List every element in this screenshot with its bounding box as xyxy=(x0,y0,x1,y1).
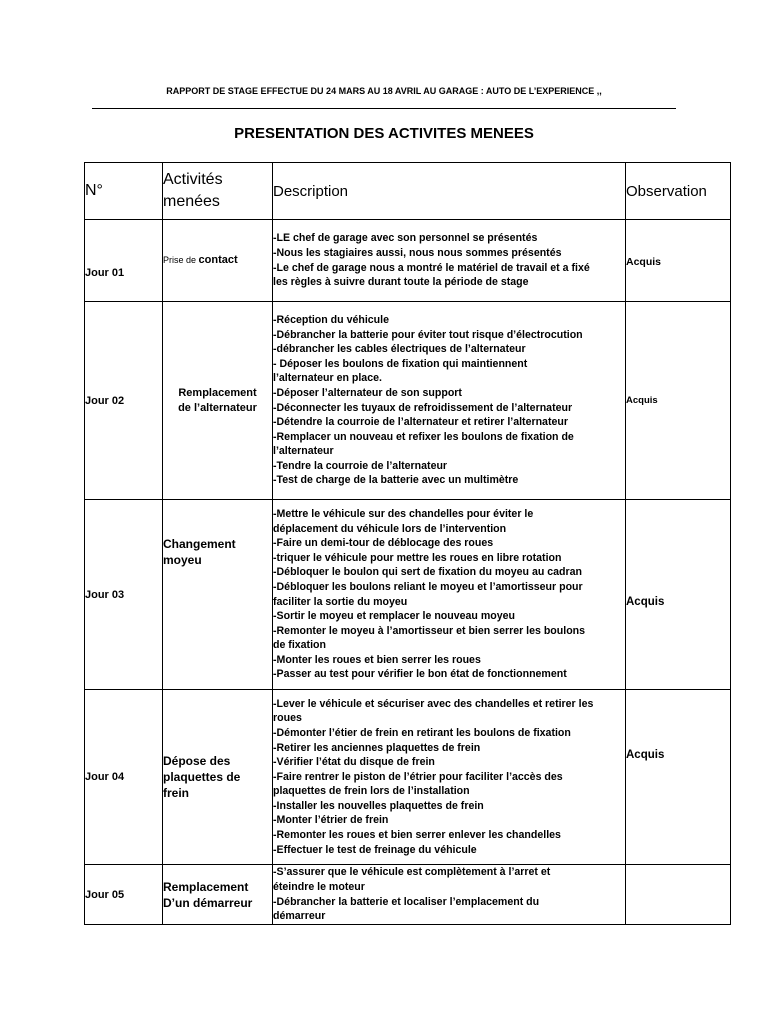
description-cell xyxy=(273,690,626,865)
description-line: -Tendre la courroie de l’alternateur xyxy=(273,459,448,472)
day-cell: Jour 01 xyxy=(85,220,163,302)
description-line: -Remonter le moyeu à l’amortisseur et bien serrer les boulons xyxy=(273,624,586,637)
description-line: -Monter les roues et bien serrer les roues xyxy=(273,653,481,666)
description-line: -Débrancher la batterie et localiser l’emplacement du xyxy=(273,895,540,908)
activity-line: D’un démarreur xyxy=(163,895,253,910)
column-header-description: Description xyxy=(273,163,626,220)
page-title: PRESENTATION DES ACTIVITES MENEES xyxy=(234,125,534,142)
description-line: -Débloquer le boulon qui sert de fixation du moyeu au cadran xyxy=(273,566,583,579)
day-cell: Jour 04 xyxy=(85,690,163,865)
table-row xyxy=(85,500,731,690)
description-line: -Remplacer un nouveau et refixer les boulons de fixation de xyxy=(273,430,574,443)
description-line: l’alternateur xyxy=(273,445,334,458)
activity-line: Remplacement xyxy=(178,386,257,399)
day-cell: Jour 05 xyxy=(85,865,163,925)
column-header-observation: Observation xyxy=(626,163,731,220)
description-line: de fixation xyxy=(273,639,326,652)
activity-cell xyxy=(163,690,273,865)
column-header-activity-line: menées xyxy=(163,193,220,210)
description-line: -Faire rentrer le piston de l’étrier pour faciliter l’accès des xyxy=(273,770,563,783)
description-line: -Le chef de garage nous a montré le matériel de travail et a fixé xyxy=(273,261,590,274)
description-line: -Débrancher la batterie pour éviter tout risque d’électrocution xyxy=(273,328,583,341)
description-cell xyxy=(273,865,626,925)
description-line: -LE chef de garage avec son personnel se présentés xyxy=(273,232,538,245)
description-line: éteindre le moteur xyxy=(273,880,365,893)
day-cell: Jour 02 xyxy=(85,302,163,500)
description-line: -S’assurer que le véhicule est complètement à l’arret et xyxy=(273,866,551,879)
column-header-activity-line: Activités xyxy=(163,171,223,188)
description-line: -Lever le véhicule et sécuriser avec des chandelles et retirer les xyxy=(273,697,594,710)
description-line: plaquettes de frein lors de l’installation xyxy=(273,785,470,798)
description-cell xyxy=(273,302,626,500)
table-row xyxy=(85,302,731,500)
activity-line: Remplacement xyxy=(163,879,249,894)
description-line: -Démonter l’étier de frein en retirant les boulons de fixation xyxy=(273,726,571,739)
header-divider xyxy=(92,108,676,109)
description-line: -Déconnecter les tuyaux de refroidissement de l’alternateur xyxy=(273,401,573,414)
description-line: -Réception du véhicule xyxy=(273,313,389,326)
description-line: -Retirer les anciennes plaquettes de frein xyxy=(273,741,481,754)
observation-cell: Acquis xyxy=(626,500,731,690)
activities-table xyxy=(84,162,731,925)
observation-cell: Acquis xyxy=(626,220,731,302)
description-line: déplacement du véhicule lors de l’intervention xyxy=(273,522,507,535)
activity-line: frein xyxy=(163,786,190,800)
description-line: -Faire un demi-tour de déblocage des roues xyxy=(273,537,494,550)
description-line: -Test de charge de la batterie avec un multimètre xyxy=(273,474,519,487)
table-header-row xyxy=(85,163,731,220)
description-line: -Débloquer les boulons reliant le moyeu et l’amortisseur pour xyxy=(273,580,583,593)
table-row xyxy=(85,690,731,865)
description-line: -Détendre la courroie de l’alternateur et retirer l’alternateur xyxy=(273,416,568,429)
description-line: l’alternateur en place. xyxy=(273,372,382,385)
description-line: les règles à suivre durant toute la période de stage xyxy=(273,276,529,289)
description-line: -débrancher les cables électriques de l’alternateur xyxy=(273,343,526,356)
table-row xyxy=(85,865,731,925)
description-line: -Sortir le moyeu et remplacer le nouveau moyeu xyxy=(273,610,515,623)
activity-line: moyeu xyxy=(163,553,202,567)
description-line: démarreur xyxy=(273,910,326,923)
observation-cell: Acquis xyxy=(626,302,731,500)
activity-line: de l’alternateur xyxy=(178,401,257,414)
description-line: -triquer le véhicule pour mettre les roues en libre rotation xyxy=(273,551,562,564)
activity-cell xyxy=(163,302,273,500)
description-line: -Installer les nouvelles plaquettes de frein xyxy=(273,799,484,812)
activity-cell xyxy=(163,865,273,925)
description-line: -Effectuer le test de freinage du véhicule xyxy=(273,843,477,856)
activity-prefix: Prise de xyxy=(163,255,199,265)
observation-cell xyxy=(626,865,731,925)
description-line: -Déposer l’alternateur de son support xyxy=(273,386,462,399)
description-line: -Vérifier l’état du disque de frein xyxy=(273,756,435,769)
description-line: -Passer au test pour vérifier le bon état de fonctionnement xyxy=(273,668,567,681)
description-line: -Monter l’étrier de frein xyxy=(273,814,389,827)
report-header: RAPPORT DE STAGE EFFECTUE DU 24 MARS AU 18 AVRIL AU GARAGE : AUTO DE L’EXPERIENCE ,, xyxy=(166,86,602,96)
observation-cell: Acquis xyxy=(626,690,731,865)
column-header-number: N° xyxy=(85,163,163,220)
description-line: -Mettre le véhicule sur des chandelles pour éviter le xyxy=(273,507,534,520)
activity-line: plaquettes de xyxy=(163,770,241,784)
description-line: -Nous les stagiaires aussi, nous nous sommes présentés xyxy=(273,246,562,259)
table-row xyxy=(85,220,731,302)
description-cell xyxy=(273,220,626,302)
description-line: roues xyxy=(273,712,302,725)
activity-cell xyxy=(163,500,273,690)
description-line: -Remonter les roues et bien serrer enlever les chandelles xyxy=(273,829,561,842)
activity-line: Changement xyxy=(163,537,236,551)
description-line: - Déposer les boulons de fixation qui maintiennent xyxy=(273,357,528,370)
activity-cell xyxy=(163,220,273,302)
day-cell: Jour 03 xyxy=(85,500,163,690)
description-cell xyxy=(273,500,626,690)
column-header-activity xyxy=(163,163,273,220)
description-line: faciliter la sortie du moyeu xyxy=(273,595,408,608)
activity-line: Dépose des xyxy=(163,754,231,768)
activity-text: contact xyxy=(198,254,238,266)
